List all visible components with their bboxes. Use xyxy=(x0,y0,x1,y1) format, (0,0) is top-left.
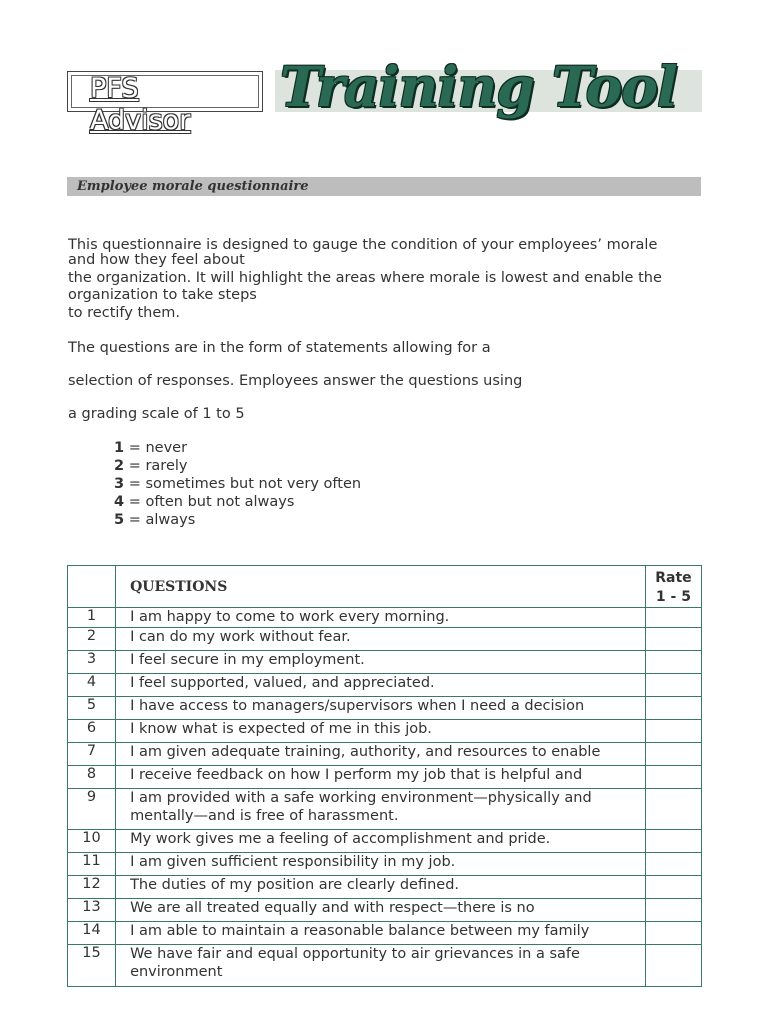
row-number: 13 xyxy=(68,899,116,922)
scale-item: 5 = always xyxy=(114,512,196,528)
rate-cell[interactable] xyxy=(645,922,701,945)
section-bar xyxy=(67,177,701,196)
question-text: I am able to maintain a reasonable balance between my family xyxy=(116,922,646,945)
rate-cell[interactable] xyxy=(645,945,701,987)
table-row xyxy=(68,674,702,697)
header-questions: QUESTIONS xyxy=(116,566,646,608)
question-text: I am happy to come to work every morning. xyxy=(116,608,646,628)
table-row xyxy=(68,789,702,830)
question-text: We are all treated equally and with respect—there is no xyxy=(116,899,646,922)
scale-item: 1 = never xyxy=(114,440,188,456)
scale-item: 2 = rarely xyxy=(114,458,188,474)
question-text: The duties of my position are clearly defined. xyxy=(116,876,646,899)
table-row xyxy=(68,628,702,651)
table-row xyxy=(68,608,702,628)
table-row xyxy=(68,651,702,674)
question-text: We have fair and equal opportunity to air grievances in a safe environment xyxy=(116,945,646,987)
rate-cell[interactable] xyxy=(645,651,701,674)
table-row xyxy=(68,697,702,720)
table-row xyxy=(68,743,702,766)
scale-item: 4 = often but not always xyxy=(114,494,295,510)
intro-line-7: selection of responses. Employees answer the questions using xyxy=(68,373,523,389)
section-label: Employee morale questionnaire xyxy=(77,179,309,194)
question-text: I receive feedback on how I perform my job that is helpful and xyxy=(116,766,646,789)
header-rate-line-2: 1 - 5 xyxy=(655,589,691,605)
intro-line-1: This questionnaire is designed to gauge the condition of your employees’ morale xyxy=(68,237,658,253)
scale-item: 3 = sometimes but not very often xyxy=(114,476,362,492)
row-number: 5 xyxy=(68,697,116,720)
table-row xyxy=(68,766,702,789)
rate-cell[interactable] xyxy=(645,766,701,789)
intro-line-6: The questions are in the form of statements allowing for a xyxy=(68,340,491,356)
intro-line-3: the organization. It will highlight the areas where morale is lowest and enable the xyxy=(68,270,662,286)
question-text: I feel supported, valued, and appreciated. xyxy=(116,674,646,697)
page-title: Training Tool xyxy=(280,54,677,119)
rating-scale xyxy=(114,439,361,529)
question-text: I feel secure in my employment. xyxy=(116,651,646,674)
rate-cell[interactable] xyxy=(645,743,701,766)
intro-line-8: a grading scale of 1 to 5 xyxy=(68,406,245,422)
rate-cell[interactable] xyxy=(645,697,701,720)
table-row xyxy=(68,922,702,945)
row-number: 9 xyxy=(68,789,116,830)
row-number: 10 xyxy=(68,830,116,853)
table-row xyxy=(68,720,702,743)
intro-line-2: and how they feel about xyxy=(68,252,245,268)
question-text: I can do my work without fear. xyxy=(116,628,646,651)
table-row xyxy=(68,876,702,899)
rate-cell[interactable] xyxy=(645,674,701,697)
rate-cell[interactable] xyxy=(645,853,701,876)
rate-cell[interactable] xyxy=(645,789,701,830)
rate-cell[interactable] xyxy=(645,628,701,651)
logo-line-2: Advisor xyxy=(90,105,191,136)
row-number: 12 xyxy=(68,876,116,899)
row-number: 2 xyxy=(68,628,116,651)
logo-line-1: PFS xyxy=(90,73,139,104)
row-number: 11 xyxy=(68,853,116,876)
row-number: 3 xyxy=(68,651,116,674)
question-text: My work gives me a feeling of accomplishment and pride. xyxy=(116,830,646,853)
rate-cell[interactable] xyxy=(645,720,701,743)
row-number: 7 xyxy=(68,743,116,766)
intro-line-4: organization to take steps xyxy=(68,287,257,303)
rate-cell[interactable] xyxy=(645,608,701,628)
rate-cell[interactable] xyxy=(645,899,701,922)
row-number: 14 xyxy=(68,922,116,945)
table-header-row xyxy=(68,566,702,608)
question-text: I am provided with a safe working environment—physically and mentally—and is free of harassment. xyxy=(116,789,646,830)
table-row xyxy=(68,945,702,987)
table-row xyxy=(68,853,702,876)
row-number: 15 xyxy=(68,945,116,987)
row-number: 4 xyxy=(68,674,116,697)
question-text: I have access to managers/supervisors when I need a decision xyxy=(116,697,646,720)
header-rate xyxy=(645,566,701,608)
row-number: 8 xyxy=(68,766,116,789)
rate-cell[interactable] xyxy=(645,876,701,899)
rate-cell[interactable] xyxy=(645,830,701,853)
question-text: I am given sufficient responsibility in my job. xyxy=(116,853,646,876)
row-number: 6 xyxy=(68,720,116,743)
questions-table xyxy=(67,565,702,987)
question-text: I know what is expected of me in this job. xyxy=(116,720,646,743)
table-row xyxy=(68,830,702,853)
row-number: 1 xyxy=(68,608,116,628)
question-text: I am given adequate training, authority, and resources to enable xyxy=(116,743,646,766)
header-num-cell xyxy=(68,566,116,608)
intro-line-5: to rectify them. xyxy=(68,305,180,321)
header-rate-line-1: Rate xyxy=(655,570,692,586)
logo xyxy=(90,73,190,137)
table-row xyxy=(68,899,702,922)
